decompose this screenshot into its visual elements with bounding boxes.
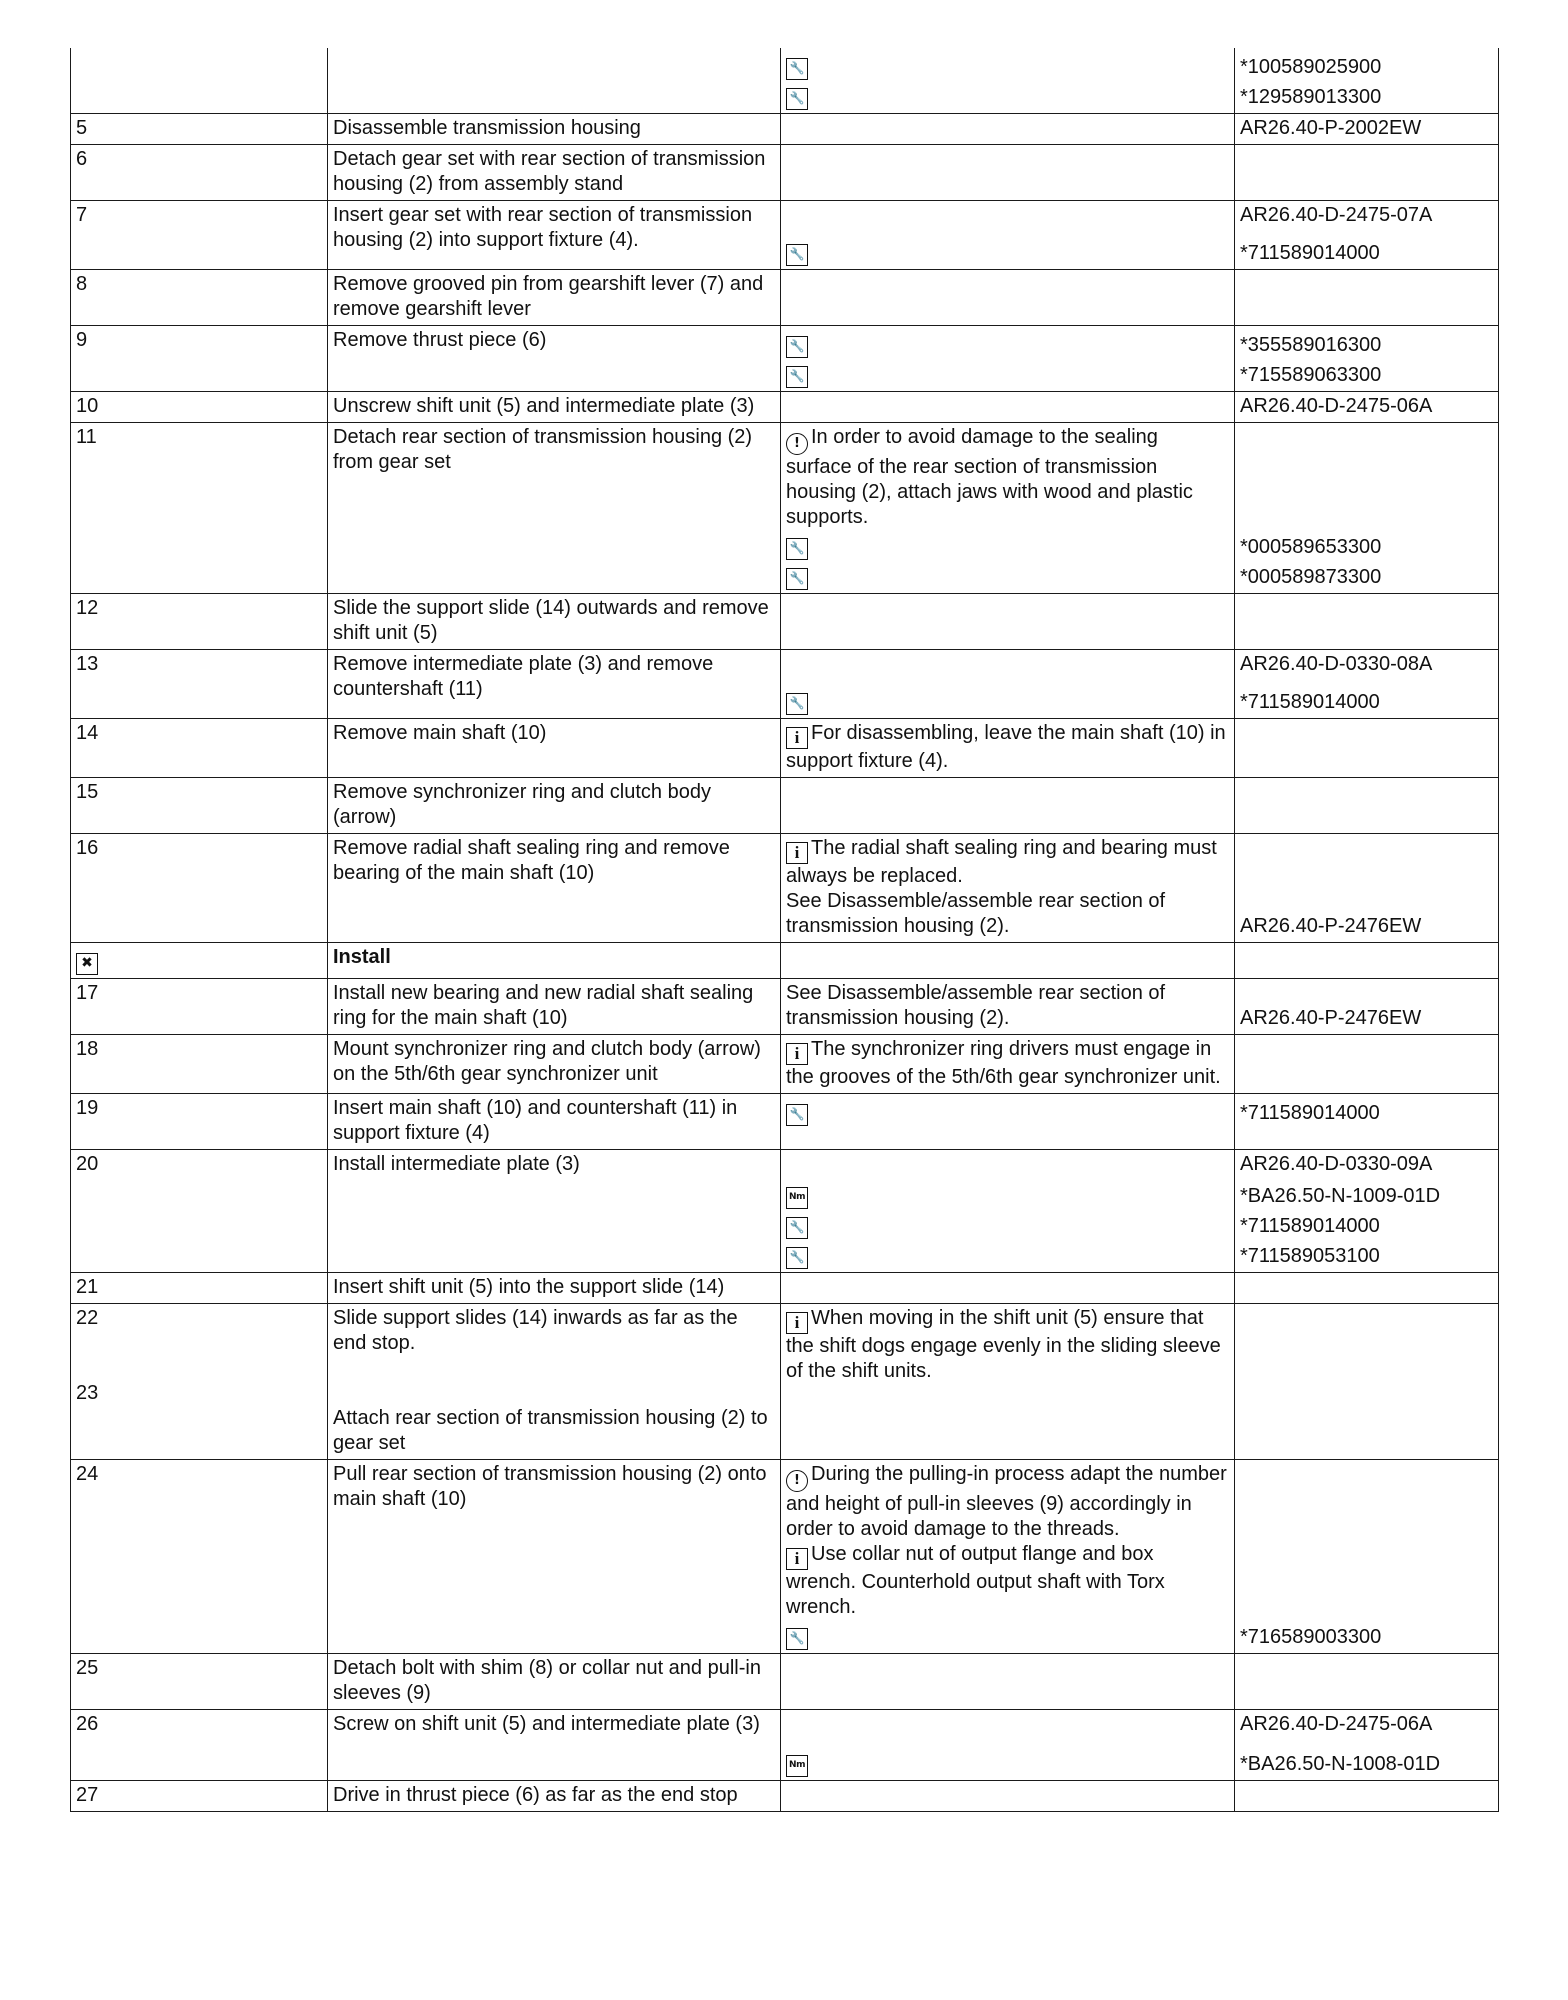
reference-code[interactable] xyxy=(1240,425,1493,530)
step-number: 14 xyxy=(76,722,99,744)
step-number-cell xyxy=(71,943,328,979)
step-notes-cell xyxy=(781,1654,1235,1710)
special-tool-icon xyxy=(786,336,808,358)
step-number-cell xyxy=(71,1273,328,1304)
procedure-row xyxy=(71,201,1499,270)
step-reference-cell xyxy=(1235,392,1499,423)
step-action-text: Insert gear set with rear section of transmission housing (2) into support fixture (4). xyxy=(333,204,753,251)
reference-code[interactable]: *711589014000 xyxy=(1240,1215,1380,1237)
step-number: 16 xyxy=(76,837,99,859)
info-icon: i xyxy=(786,1312,808,1334)
reference-code[interactable]: AR26.40-D-0330-08A xyxy=(1240,653,1433,675)
step-action-cell xyxy=(328,650,781,719)
step-action-text: Disassemble transmission housing xyxy=(333,117,641,139)
note-line xyxy=(786,1745,1229,1777)
step-notes-cell xyxy=(781,48,1235,114)
procedure-row xyxy=(71,834,1499,943)
step-reference-cell xyxy=(1235,1781,1499,1812)
reference-code[interactable]: *711589053100 xyxy=(1240,1245,1380,1267)
procedure-row xyxy=(71,1654,1499,1710)
step-action-text: Detach bolt with shim (8) or collar nut and pull-in sleeves (9) xyxy=(333,1657,761,1704)
reference-code[interactable]: *711589014000 xyxy=(1240,242,1380,264)
note-text: Use collar nut of output flange and box wrench. Counterhold output shaft with Torx wrench. xyxy=(786,1543,1165,1618)
step-number-cell xyxy=(71,1035,328,1094)
note-line xyxy=(786,328,1229,358)
install-icon: ✖ xyxy=(76,953,98,975)
procedure-row xyxy=(71,270,1499,326)
step-notes-cell xyxy=(781,1710,1235,1781)
note-text: In order to avoid damage to the sealing surface of the rear section of transmission housing (2), attach jaws with wood and plastic supports. xyxy=(786,426,1193,528)
step-number: 6 xyxy=(76,148,88,170)
step-action-text: Unscrew shift unit (5) and intermediate plate (3) xyxy=(333,395,755,417)
step-number-cell xyxy=(71,834,328,943)
step-action-cell xyxy=(328,326,781,392)
step-number: 19 xyxy=(76,1097,99,1119)
note-line xyxy=(786,50,1229,80)
note-text: For disassembling, leave the main shaft (10) in support fixture (4). xyxy=(786,722,1226,772)
procedure-row xyxy=(71,1460,1499,1654)
special-tool-icon xyxy=(786,1104,808,1126)
step-reference-cell xyxy=(1235,326,1499,392)
special-tool-icon xyxy=(786,88,808,110)
special-tool-icon xyxy=(786,1217,808,1239)
note-text: See Disassemble/assemble rear section of transmission housing (2). xyxy=(786,982,1166,1029)
step-reference-cell xyxy=(1235,48,1499,114)
reference-code[interactable]: *715589063300 xyxy=(1240,364,1382,386)
procedure-row xyxy=(71,943,1499,979)
procedure-row xyxy=(71,1304,1499,1460)
step-action-text: Slide the support slide (14) outwards and remove shift unit (5) xyxy=(333,597,769,644)
step-action-cell xyxy=(328,201,781,270)
step-number-cell xyxy=(71,270,328,326)
note-line xyxy=(786,530,1229,560)
step-notes-cell xyxy=(781,1273,1235,1304)
step-action-text: Remove radial shaft sealing ring and remove bearing of the main shaft (10) xyxy=(333,837,730,884)
step-notes-cell xyxy=(781,1460,1235,1654)
step-number-cell xyxy=(71,1781,328,1812)
reference-code[interactable]: *BA26.50-N-1009-01D xyxy=(1240,1185,1441,1207)
step-action-text: Detach rear section of transmission housing (2) from gear set xyxy=(333,426,753,473)
procedure-table xyxy=(70,48,1499,1812)
special-tool-icon xyxy=(786,244,808,266)
step-reference-cell xyxy=(1235,1094,1499,1150)
procedure-row xyxy=(71,1035,1499,1094)
reference-code[interactable] xyxy=(1240,1037,1493,1090)
step-notes-cell xyxy=(781,326,1235,392)
note-line xyxy=(786,685,1229,715)
step-number-cell xyxy=(71,979,328,1035)
step-action-cell xyxy=(328,594,781,650)
note-line xyxy=(786,1152,1229,1177)
step-action-text: Remove intermediate plate (3) and remove countershaft (11) xyxy=(333,653,714,700)
step-action-cell xyxy=(328,1150,781,1273)
warning-icon: ! xyxy=(786,1470,808,1492)
note-line xyxy=(786,358,1229,388)
step-action-text: Screw on shift unit (5) and intermediate plate (3) xyxy=(333,1713,760,1735)
procedure-row xyxy=(71,979,1499,1035)
step-action-text: Mount synchronizer ring and clutch body (arrow) on the 5th/6th gear synchronizer unit xyxy=(333,1038,761,1085)
step-number: 22 23 xyxy=(76,1307,99,1404)
step-reference-cell xyxy=(1235,650,1499,719)
step-reference-cell xyxy=(1235,423,1499,594)
reference-code[interactable] xyxy=(1240,1542,1493,1620)
step-number: 17 xyxy=(76,982,99,1004)
step-notes-cell xyxy=(781,778,1235,834)
note-line xyxy=(786,80,1229,110)
step-reference-cell xyxy=(1235,1150,1499,1273)
note-text: The radial shaft sealing ring and bearing must always be replaced. xyxy=(786,837,1217,887)
procedure-row xyxy=(71,1150,1499,1273)
procedure-row xyxy=(71,48,1499,114)
step-action-cell xyxy=(328,778,781,834)
step-number: 9 xyxy=(76,329,88,351)
note-line xyxy=(786,889,1229,939)
reference-code[interactable]: *000589873300 xyxy=(1240,566,1382,588)
step-number: 12 xyxy=(76,597,99,619)
step-action-text: Install intermediate plate (3) xyxy=(333,1153,580,1175)
step-action-text: Slide support slides (14) inwards as far as the end stop. Attach rear section of transmission housing (2) to gear set xyxy=(333,1307,768,1454)
reference-code[interactable]: AR26.40-P-2002EW xyxy=(1240,117,1422,139)
step-notes-cell xyxy=(781,1094,1235,1150)
reference-code[interactable]: *716589003300 xyxy=(1240,1626,1382,1648)
note-line xyxy=(786,394,1229,419)
note-line xyxy=(786,560,1229,590)
step-notes-cell xyxy=(781,719,1235,778)
step-notes-cell xyxy=(781,423,1235,594)
step-number-cell xyxy=(71,719,328,778)
note-text: The synchronizer ring drivers must engage in the grooves of the 5th/6th gear synchronizer unit. xyxy=(786,1038,1221,1088)
step-action-cell xyxy=(328,48,781,114)
torque-nm-icon: Nm xyxy=(786,1187,808,1209)
step-action-text: Insert shift unit (5) into the support slide (14) xyxy=(333,1276,725,1298)
step-reference-cell xyxy=(1235,834,1499,943)
step-reference-cell xyxy=(1235,1273,1499,1304)
note-line xyxy=(786,203,1229,228)
step-number: 21 xyxy=(76,1276,99,1298)
reference-code[interactable]: *000589653300 xyxy=(1240,536,1382,558)
note-line xyxy=(786,425,1229,530)
note-line xyxy=(786,1239,1229,1269)
info-icon: i xyxy=(786,1548,808,1570)
step-notes-cell xyxy=(781,145,1235,201)
step-action-cell xyxy=(328,145,781,201)
note-line xyxy=(786,1620,1229,1650)
step-action-text: Install xyxy=(333,946,391,968)
note-line xyxy=(786,721,1229,774)
note-text: When moving in the shift unit (5) ensure that the shift dogs engage evenly in the sliding sleeve of the shift units. xyxy=(786,1307,1221,1382)
procedure-row xyxy=(71,1273,1499,1304)
step-action-cell xyxy=(328,1035,781,1094)
step-notes-cell xyxy=(781,979,1235,1035)
step-action-cell xyxy=(328,1781,781,1812)
step-notes-cell xyxy=(781,270,1235,326)
step-notes-cell xyxy=(781,594,1235,650)
step-number-cell xyxy=(71,1710,328,1781)
procedure-row xyxy=(71,145,1499,201)
step-number: 25 xyxy=(76,1657,99,1679)
step-number: 8 xyxy=(76,273,88,295)
reference-code[interactable]: *100589025900 xyxy=(1240,56,1382,78)
step-reference-cell xyxy=(1235,979,1499,1035)
reference-code[interactable]: *355589016300 xyxy=(1240,334,1382,356)
procedure-row xyxy=(71,1781,1499,1812)
step-action-cell xyxy=(328,114,781,145)
note-line xyxy=(786,1037,1229,1090)
step-reference-cell xyxy=(1235,1304,1499,1460)
step-reference-cell xyxy=(1235,201,1499,270)
reference-code[interactable]: AR26.40-D-2475-07A xyxy=(1240,204,1433,226)
step-number-cell xyxy=(71,1150,328,1273)
step-reference-cell xyxy=(1235,1654,1499,1710)
procedure-table-body xyxy=(71,48,1499,1812)
step-action-text: Detach gear set with rear section of transmission housing (2) from assembly stand xyxy=(333,148,766,195)
reference-code[interactable]: AR26.40-P-2476EW xyxy=(1240,1007,1422,1029)
note-line xyxy=(786,1306,1229,1384)
special-tool-icon xyxy=(786,1628,808,1650)
step-action-text: Remove thrust piece (6) xyxy=(333,329,547,351)
reference-code[interactable] xyxy=(1240,721,1493,774)
step-number-cell xyxy=(71,778,328,834)
step-number-cell xyxy=(71,594,328,650)
step-number-cell xyxy=(71,201,328,270)
step-number-cell xyxy=(71,114,328,145)
step-action-text: Remove synchronizer ring and clutch body (arrow) xyxy=(333,781,711,828)
note-text: During the pulling-in process adapt the number and height of pull-in sleeves (9) accordingly in order to avoid damage to the threads. xyxy=(786,1463,1227,1540)
step-reference-cell xyxy=(1235,1710,1499,1781)
step-action-cell xyxy=(328,1654,781,1710)
reference-code[interactable]: *129589013300 xyxy=(1240,86,1382,108)
step-notes-cell xyxy=(781,392,1235,423)
info-icon: i xyxy=(786,842,808,864)
torque-nm-icon: Nm xyxy=(786,1755,808,1777)
procedure-row xyxy=(71,392,1499,423)
special-tool-icon xyxy=(786,693,808,715)
special-tool-icon xyxy=(786,568,808,590)
procedure-row xyxy=(71,326,1499,392)
step-reference-cell xyxy=(1235,943,1499,979)
info-icon: i xyxy=(786,1043,808,1065)
step-reference-cell xyxy=(1235,270,1499,326)
step-action-text: Remove main shaft (10) xyxy=(333,722,547,744)
warning-icon: ! xyxy=(786,433,808,455)
step-action-cell xyxy=(328,1460,781,1654)
step-reference-cell xyxy=(1235,1035,1499,1094)
procedure-row xyxy=(71,594,1499,650)
step-action-cell xyxy=(328,270,781,326)
step-notes-cell xyxy=(781,201,1235,270)
step-action-cell xyxy=(328,979,781,1035)
reference-code[interactable]: *711589014000 xyxy=(1240,1102,1380,1124)
step-number: 11 xyxy=(76,426,97,448)
step-action-cell xyxy=(328,719,781,778)
note-line xyxy=(786,1209,1229,1239)
step-notes-cell xyxy=(781,1781,1235,1812)
step-notes-cell xyxy=(781,114,1235,145)
step-number-cell xyxy=(71,423,328,594)
step-reference-cell xyxy=(1235,114,1499,145)
note-line xyxy=(786,1542,1229,1620)
note-line xyxy=(786,652,1229,677)
note-line xyxy=(786,1177,1229,1209)
step-number: 10 xyxy=(76,395,99,417)
step-number: 26 xyxy=(76,1713,99,1735)
step-number-cell xyxy=(71,48,328,114)
step-number: 5 xyxy=(76,117,88,139)
step-action-cell xyxy=(328,834,781,943)
step-number-cell xyxy=(71,145,328,201)
reference-code[interactable]: *BA26.50-N-1008-01D xyxy=(1240,1753,1441,1775)
step-number: 7 xyxy=(76,204,88,226)
special-tool-icon xyxy=(786,538,808,560)
note-text: See Disassemble/assemble rear section of transmission housing (2). xyxy=(786,890,1166,937)
step-number: 18 xyxy=(76,1038,99,1060)
step-action-text: Install new bearing and new radial shaft sealing ring for the main shaft (10) xyxy=(333,982,754,1029)
step-reference-cell xyxy=(1235,719,1499,778)
step-notes-cell xyxy=(781,834,1235,943)
procedure-row xyxy=(71,778,1499,834)
note-line xyxy=(786,1096,1229,1126)
note-line xyxy=(786,1462,1229,1542)
step-notes-cell xyxy=(781,943,1235,979)
step-action-text: Pull rear section of transmission housing (2) onto main shaft (10) xyxy=(333,1463,767,1510)
step-notes-cell xyxy=(781,650,1235,719)
note-line xyxy=(786,836,1229,889)
step-action-cell xyxy=(328,1304,781,1460)
special-tool-icon xyxy=(786,366,808,388)
step-number: 24 xyxy=(76,1463,99,1485)
step-action-cell xyxy=(328,1273,781,1304)
step-reference-cell xyxy=(1235,778,1499,834)
step-reference-cell xyxy=(1235,1460,1499,1654)
note-line xyxy=(786,116,1229,141)
reference-code[interactable]: AR26.40-D-0330-09A xyxy=(1240,1153,1433,1175)
step-reference-cell xyxy=(1235,145,1499,201)
step-number-cell xyxy=(71,1460,328,1654)
step-number: 20 xyxy=(76,1153,99,1175)
step-notes-cell xyxy=(781,1150,1235,1273)
reference-code[interactable]: AR26.40-D-2475-06A xyxy=(1240,1713,1433,1735)
step-action-cell xyxy=(328,1094,781,1150)
special-tool-icon xyxy=(786,58,808,80)
reference-code[interactable] xyxy=(1240,1462,1493,1542)
info-icon: i xyxy=(786,727,808,749)
step-action-text: Remove grooved pin from gearshift lever (7) and remove gearshift lever xyxy=(333,273,764,320)
step-number-cell xyxy=(71,650,328,719)
step-number-cell xyxy=(71,1654,328,1710)
step-action-cell xyxy=(328,1710,781,1781)
procedure-row xyxy=(71,1094,1499,1150)
step-number: 27 xyxy=(76,1784,99,1806)
step-action-text: Drive in thrust piece (6) as far as the end stop xyxy=(333,1784,738,1806)
note-line xyxy=(786,1712,1229,1737)
step-action-text: Insert main shaft (10) and countershaft (11) in support fixture (4) xyxy=(333,1097,738,1144)
step-number: 13 xyxy=(76,653,99,675)
reference-code[interactable]: *711589014000 xyxy=(1240,691,1380,713)
procedure-row xyxy=(71,423,1499,594)
note-line xyxy=(786,981,1229,1031)
special-tool-icon xyxy=(786,1247,808,1269)
step-number-cell xyxy=(71,1304,328,1460)
step-number-cell xyxy=(71,1094,328,1150)
note-line xyxy=(786,236,1229,266)
step-action-cell xyxy=(328,423,781,594)
step-number-cell xyxy=(71,392,328,423)
reference-code[interactable]: AR26.40-D-2475-06A xyxy=(1240,395,1433,417)
step-notes-cell xyxy=(781,1304,1235,1460)
step-action-cell xyxy=(328,943,781,979)
step-number: 15 xyxy=(76,781,99,803)
step-action-cell xyxy=(328,392,781,423)
reference-code[interactable]: AR26.40-P-2476EW xyxy=(1240,915,1422,937)
procedure-row xyxy=(71,114,1499,145)
step-reference-cell xyxy=(1235,594,1499,650)
procedure-row xyxy=(71,719,1499,778)
step-number-cell xyxy=(71,326,328,392)
procedure-row xyxy=(71,650,1499,719)
reference-code[interactable] xyxy=(1240,836,1493,889)
procedure-row xyxy=(71,1710,1499,1781)
reference-code[interactable] xyxy=(1240,1306,1493,1384)
step-notes-cell xyxy=(781,1035,1235,1094)
